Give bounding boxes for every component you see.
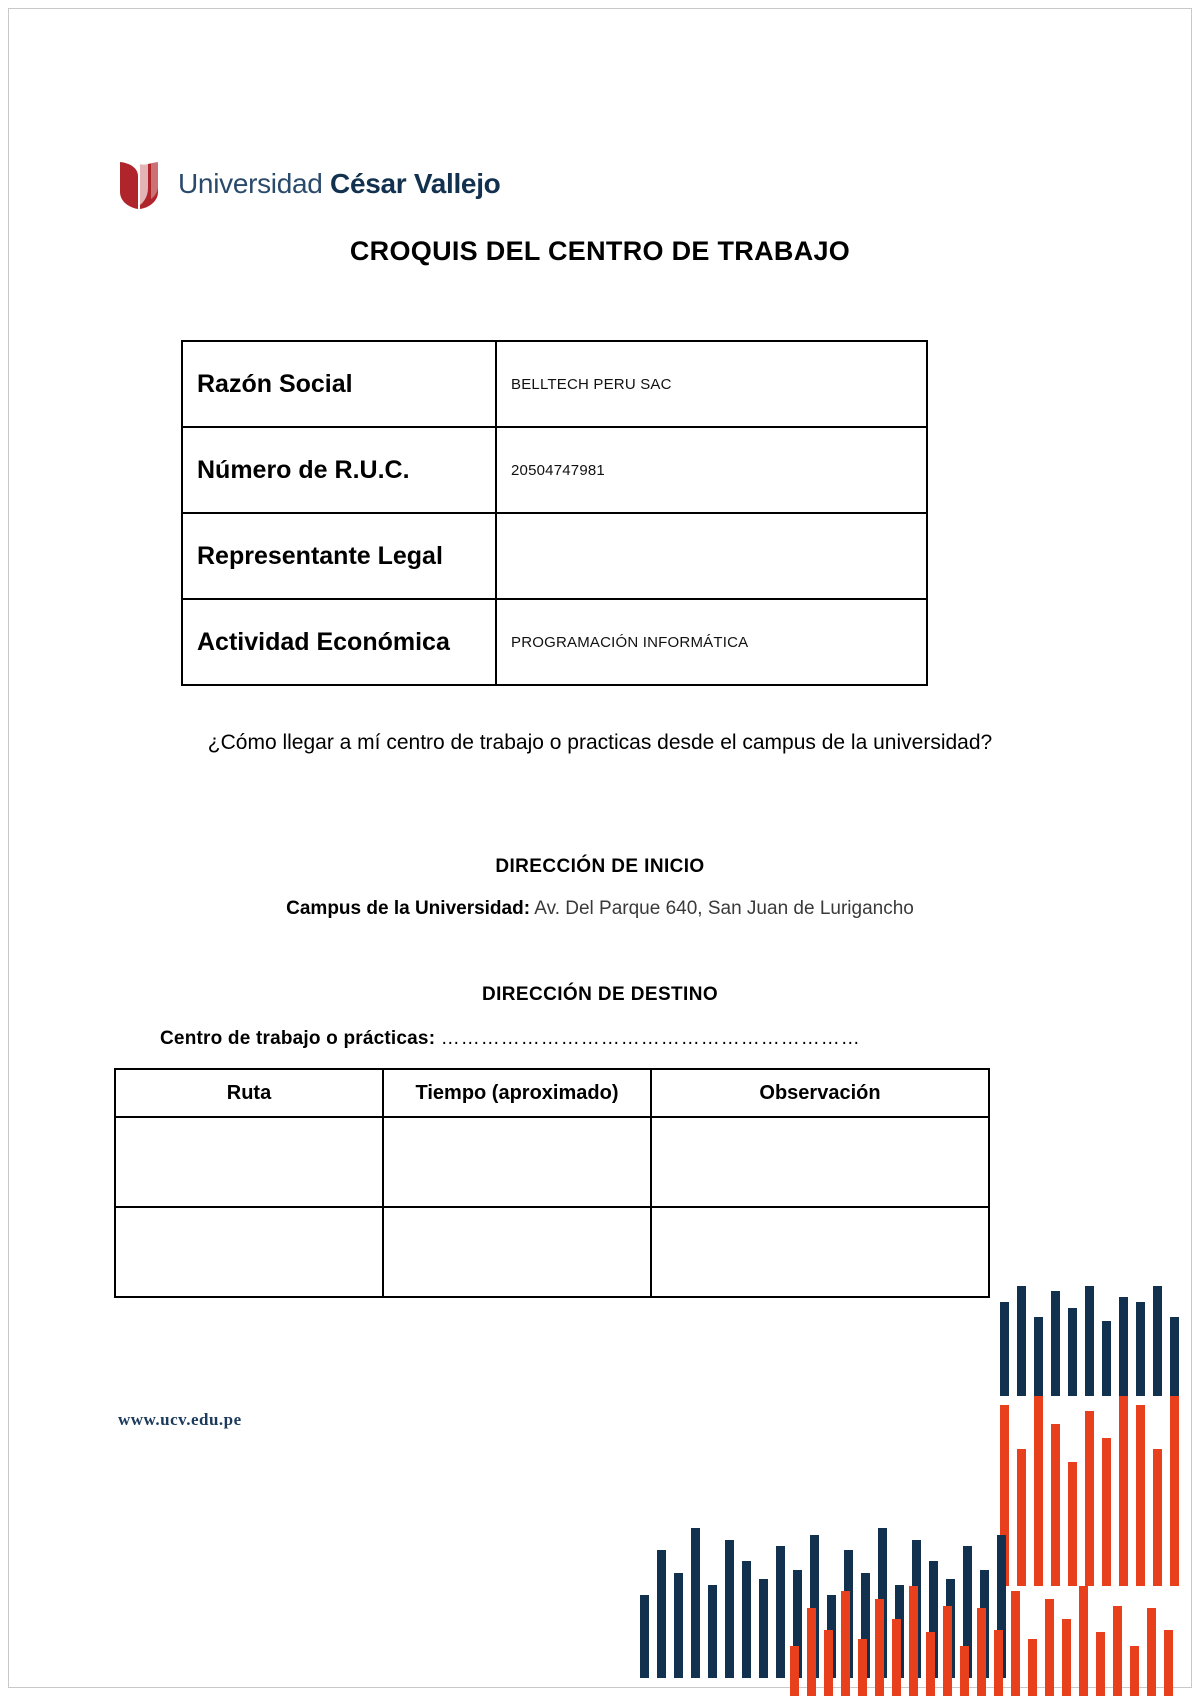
decorative-bar: [1051, 1291, 1060, 1396]
decorative-bar: [1085, 1286, 1094, 1396]
decorative-bar: [943, 1606, 952, 1696]
route-cell-observacion-2[interactable]: [651, 1207, 989, 1297]
table-row: [182, 341, 927, 427]
decorative-bar: [929, 1561, 938, 1678]
decorative-bar: [1119, 1297, 1128, 1396]
route-cell-ruta-1[interactable]: [115, 1117, 383, 1207]
decorative-bar: [875, 1599, 884, 1696]
decorative-bar: [1000, 1405, 1009, 1586]
destino-address: [160, 1028, 861, 1050]
decorative-bar: [1113, 1606, 1122, 1696]
decorative-bar: [827, 1595, 836, 1678]
brand-name: [178, 168, 500, 200]
decorative-bar: [1102, 1321, 1111, 1396]
decorative-bar: [980, 1570, 989, 1678]
table-row: [182, 427, 927, 513]
decorative-bar: [1017, 1449, 1026, 1586]
table-header-row: [115, 1069, 989, 1117]
decorative-bar: [725, 1540, 734, 1678]
brand-name-bold: César Vallejo: [330, 168, 501, 199]
decorative-bar: [657, 1550, 666, 1678]
decorative-bar: [1017, 1286, 1026, 1396]
decorative-bar: [1102, 1438, 1111, 1586]
decorative-bar: [1096, 1632, 1105, 1696]
decorative-bar: [1034, 1396, 1043, 1586]
table-row: [182, 599, 927, 685]
decorative-bar: [1136, 1302, 1145, 1396]
decorative-bar: [790, 1646, 799, 1696]
brand-logo: [118, 158, 500, 210]
decorative-bar: [1153, 1286, 1162, 1396]
info-label-razon-social: Razón Social: [182, 341, 496, 427]
decorative-bar: [742, 1561, 751, 1678]
decorative-bar: [1153, 1449, 1162, 1586]
route-cell-observacion-1[interactable]: [651, 1117, 989, 1207]
decorative-bar: [878, 1528, 887, 1678]
decorative-bar: [807, 1608, 816, 1696]
decorative-bar: [909, 1586, 918, 1696]
section-heading-inicio: DIRECCIÓN DE INICIO: [495, 856, 705, 877]
decorative-bar: [977, 1608, 986, 1696]
decorative-bar: [892, 1619, 901, 1696]
decorative-bar: [691, 1528, 700, 1678]
info-label-ruc: Número de R.U.C.: [182, 427, 496, 513]
decorative-bar: [776, 1546, 785, 1678]
decorative-bar: [926, 1632, 935, 1696]
info-label-actividad: Actividad Económica: [182, 599, 496, 685]
footer-website-url[interactable]: www.ucv.edu.pe: [118, 1410, 242, 1429]
route-cell-tiempo-1[interactable]: [383, 1117, 651, 1207]
route-cell-tiempo-2[interactable]: [383, 1207, 651, 1297]
decorative-bar: [1164, 1630, 1173, 1696]
info-value-actividad: PROGRAMACIÓN INFORMÁTICA: [496, 599, 927, 685]
decorative-bar: [1068, 1462, 1077, 1586]
decorative-bar: [810, 1535, 819, 1678]
decorative-bar: [759, 1579, 768, 1678]
decorative-bar: [1000, 1302, 1009, 1396]
destino-address-label: Centro de trabajo o prácticas:: [160, 1028, 436, 1049]
question-text: ¿Cómo llegar a mí centro de trabajo o practicas desde el campus de la universidad?: [207, 731, 993, 754]
inicio-address-value: Av. Del Parque 640, San Juan de Lurigancho: [534, 898, 914, 919]
route-cell-ruta-2[interactable]: [115, 1207, 383, 1297]
info-value-ruc: 20504747981: [496, 427, 927, 513]
decorative-bar: [963, 1546, 972, 1678]
decorative-bars-orange-lower: [790, 1586, 1190, 1696]
decorative-bar: [1079, 1586, 1088, 1696]
route-col-ruta: Ruta: [115, 1069, 383, 1117]
decorative-bar: [824, 1630, 833, 1696]
info-value-representante: [496, 513, 927, 599]
decorative-bar: [793, 1570, 802, 1678]
route-table: [114, 1068, 990, 1298]
decorative-bar: [1011, 1591, 1020, 1696]
decorative-bar: [994, 1630, 1003, 1696]
table-row: [182, 513, 927, 599]
inicio-address: [0, 898, 1200, 920]
info-value-razon-social: BELLTECH PERU SAC: [496, 341, 927, 427]
decorative-bars-blue-lower: [640, 1528, 1010, 1678]
decorative-bar: [1068, 1308, 1077, 1396]
table-row: [115, 1207, 989, 1297]
decorative-bar: [1170, 1317, 1179, 1396]
decorative-bar: [912, 1540, 921, 1678]
decorative-bar: [1170, 1396, 1179, 1586]
decorative-bar: [708, 1585, 717, 1678]
decorative-bar: [844, 1550, 853, 1678]
decorative-bar: [674, 1573, 683, 1678]
decorative-bar: [1085, 1411, 1094, 1586]
route-col-tiempo: Tiempo (aproximado): [383, 1069, 651, 1117]
decorative-bar: [1119, 1396, 1128, 1586]
table-row: [115, 1117, 989, 1207]
destino-address-blank[interactable]: ………………………………………………………: [440, 1028, 861, 1049]
route-col-observacion: Observación: [651, 1069, 989, 1117]
decorative-bar: [895, 1585, 904, 1678]
decorative-bars-blue-upper: [1000, 1286, 1190, 1396]
company-info-table: [181, 340, 928, 686]
decorative-bars-orange-right: [1000, 1396, 1190, 1586]
decorative-bar: [1147, 1608, 1156, 1696]
decorative-bar: [1130, 1646, 1139, 1696]
decorative-bar: [946, 1579, 955, 1678]
decorative-bar: [841, 1591, 850, 1696]
ucv-shield-icon: [118, 158, 164, 210]
decorative-bar: [960, 1646, 969, 1696]
decorative-bar: [1045, 1599, 1054, 1696]
decorative-bar: [861, 1573, 870, 1678]
decorative-bar: [640, 1595, 649, 1678]
section-heading-destino: DIRECCIÓN DE DESTINO: [481, 984, 719, 1005]
decorative-bar: [1051, 1424, 1060, 1586]
decorative-bar: [1062, 1619, 1071, 1696]
decorative-bar: [858, 1639, 867, 1696]
decorative-bar: [1034, 1317, 1043, 1396]
inicio-address-label: Campus de la Universidad:: [286, 898, 531, 919]
decorative-bar: [997, 1535, 1006, 1678]
decorative-bar: [1028, 1639, 1037, 1696]
info-label-representante: Representante Legal: [182, 513, 496, 599]
brand-name-thin: Universidad: [178, 168, 323, 199]
decorative-bar: [1136, 1405, 1145, 1586]
page-title: CROQUIS DEL CENTRO DE TRABAJO: [349, 236, 851, 266]
